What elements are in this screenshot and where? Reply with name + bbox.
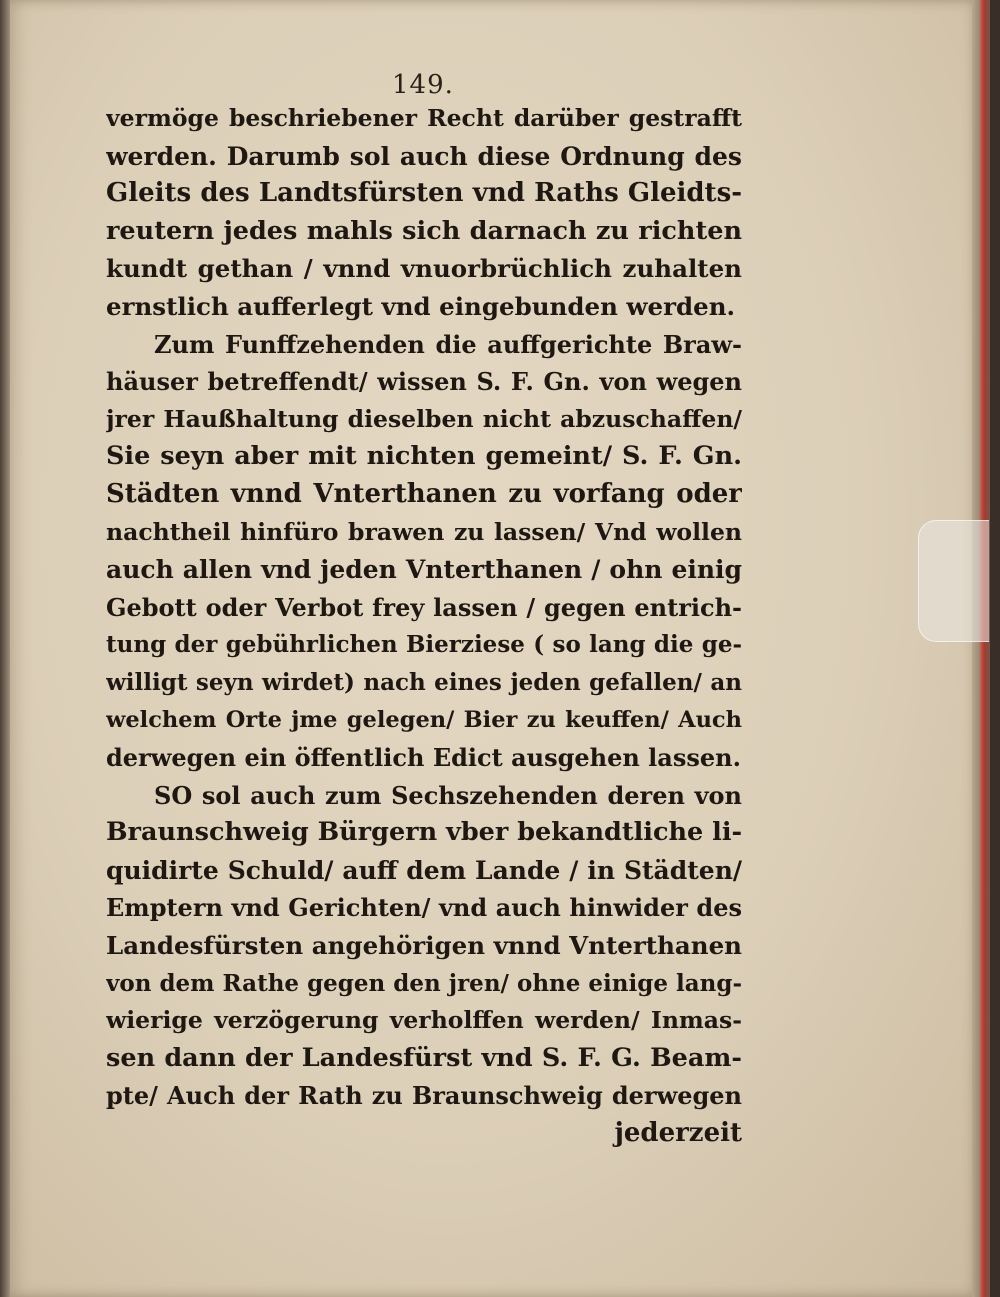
text-line: ernstlich aufferlegt vnd eingebunden werden. — [106, 291, 736, 321]
text-line: tung der gebührlichen Bierziese ( so lang die ge- — [106, 631, 742, 659]
page-number: 149. — [392, 70, 454, 100]
page-edge — [972, 0, 990, 1297]
text-line: welchem Orte jme gelegen/ Bier zu keuffen/ Auch — [106, 706, 742, 733]
text-line: Gebott oder Verbot frey lassen / gegen entrich- — [106, 592, 742, 622]
text-line: Emptern vnd Gerichten/ vnd auch hinwider des — [106, 893, 742, 923]
text-line: derwegen ein öffentlich Edict ausgehen lassen. — [106, 743, 741, 773]
body-text — [106, 100, 742, 1153]
text-line: von dem Rathe gegen den jren/ ohne einige lang- — [106, 969, 742, 997]
text-line: nachtheil hinfüro brawen zu lassen/ Vnd wollen — [106, 517, 742, 546]
page-clip-tab — [918, 520, 989, 642]
text-line: SO sol auch zum Sechszehenden deren von — [154, 780, 742, 810]
text-line: Braunschweig Bürgern vber bekandtliche li- — [106, 817, 742, 848]
text-line: Zum Funffzehenden die auffgerichte Braw- — [154, 329, 742, 359]
text-line: kundt gethan / vnnd vnuorbrüchlich zuhalten — [106, 254, 742, 284]
text-line: häuser betreffendt/ wissen S. F. Gn. von wegen — [106, 367, 742, 397]
book-cover-edge — [990, 0, 1000, 1297]
text-line: Städten vnnd Vnterthanen zu vorfang oder — [106, 478, 742, 509]
text-line: Sie seyn aber mit nichten gemeint/ S. F. Gn. — [106, 441, 742, 472]
text-line: willigt seyn wirdet) nach eines jeden gefallen/ an — [106, 668, 742, 696]
text-line: pte/ Auch der Rath zu Braunschweig derwegen — [106, 1081, 742, 1111]
text-line: vermöge beschriebener Recht darüber gestrafft — [106, 104, 742, 132]
text-line: reutern jedes mahls sich darnach zu richten — [106, 215, 742, 246]
text-line: werden. Darumb sol auch diese Ordnung des — [106, 141, 742, 171]
text-line: wierige verzögerung verholffen werden/ Inmas- — [106, 1006, 742, 1035]
text-line: sen dann der Landesfürst vnd S. F. G. Beam- — [106, 1042, 742, 1073]
text-line: auch allen vnd jeden Vnterthanen / ohn einig — [106, 555, 742, 585]
text-line: jrer Haußhaltung dieselben nicht abzuschaffen/ — [106, 404, 742, 433]
text-line: Gleits des Landtsfürsten vnd Raths Gleidts- — [106, 178, 742, 209]
text-line: jederzeit — [614, 1118, 742, 1149]
text-line: quidirte Schuld/ auff dem Lande / in Städten/ — [106, 855, 742, 885]
text-line: Landesfürsten angehörigen vnnd Vnterthanen — [106, 931, 742, 961]
